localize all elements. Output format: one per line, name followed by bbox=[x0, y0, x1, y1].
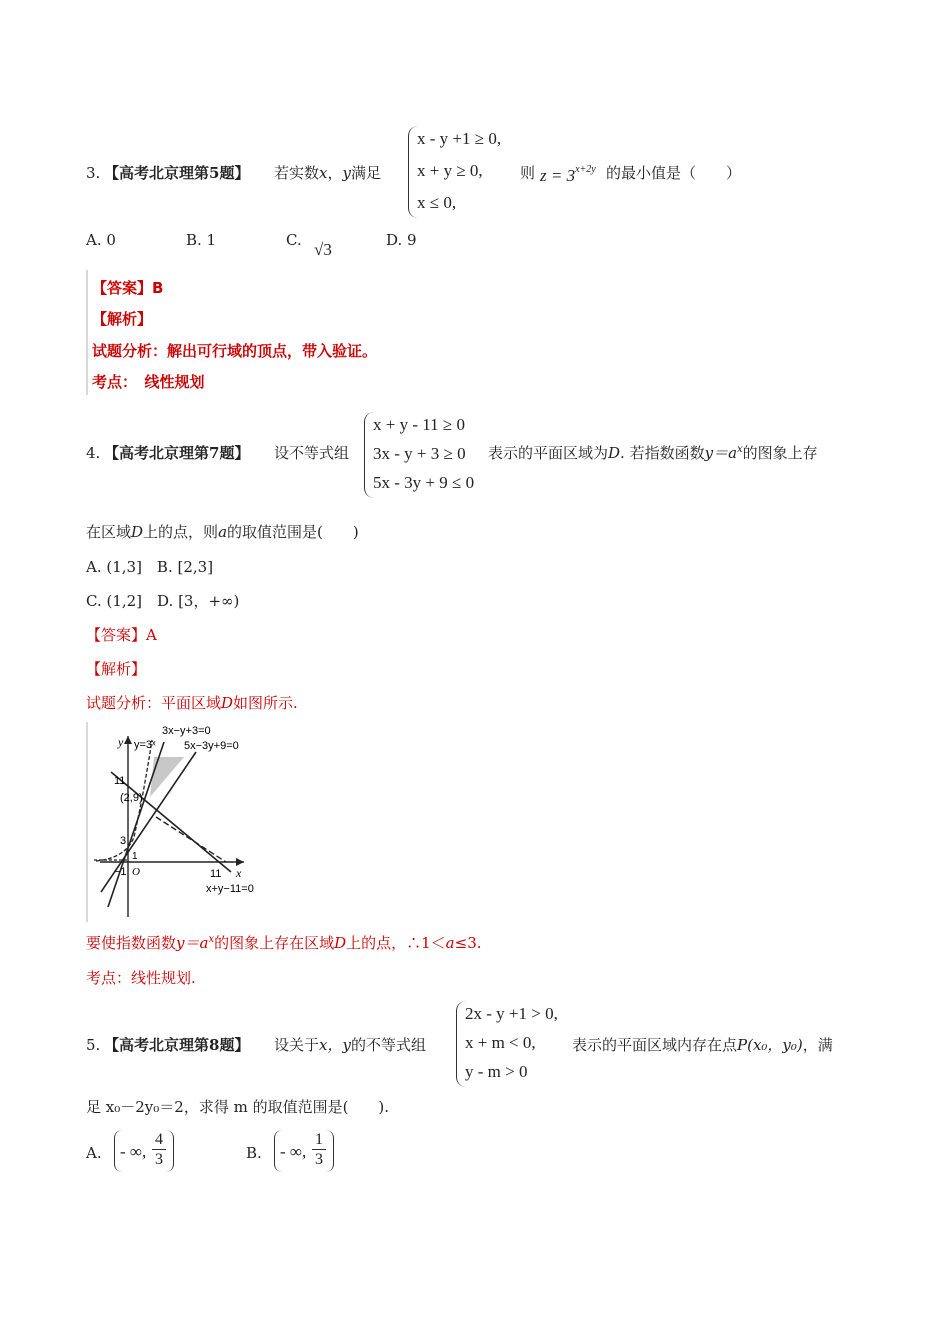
q4-options-row2: C. (1,2] D. [3，+∞) bbox=[86, 592, 240, 610]
fig-label-3: 3 bbox=[120, 835, 127, 847]
q3-stem-c: 的最小值是（ ） bbox=[606, 164, 742, 182]
q5-number: 5. bbox=[86, 1036, 101, 1054]
fig-label-origin: O bbox=[132, 866, 140, 878]
fig-label-11y: 11 bbox=[114, 775, 126, 787]
q3-source: 【高考北京理第5题】 bbox=[104, 164, 250, 182]
q5-stem-a: 设关于x，y的不等式组 bbox=[274, 1036, 426, 1054]
q3-answer: 【答案】B bbox=[92, 279, 164, 297]
q5-option-a-label: A. bbox=[86, 1144, 102, 1162]
fig-label-x: x bbox=[236, 866, 242, 880]
q5-option-b-left: - ∞, bbox=[280, 1142, 307, 1161]
q5-option-a-left: - ∞, bbox=[120, 1142, 147, 1161]
q4-stem-line2: 在区域D上的点，则a的取值范围是( ) bbox=[86, 523, 359, 541]
q3-number: 3. bbox=[86, 164, 101, 182]
q3-analysis: 试题分析：解出可行域的顶点，带入验证。 bbox=[92, 342, 378, 360]
q4-region-figure bbox=[86, 722, 276, 922]
q4-answer: 【答案】A bbox=[86, 626, 157, 644]
q3-then: 则 bbox=[520, 164, 536, 182]
q3-option-a: A. 0 bbox=[86, 231, 116, 249]
fig-label-point: (2,9) bbox=[120, 792, 143, 804]
q5-stem-line2: 足 x₀－2y₀＝2，求得 m 的取值范围是( ). bbox=[86, 1098, 390, 1116]
fig-label-line2: 5x−3y+9=0 bbox=[184, 740, 239, 752]
q3-option-b: B. 1 bbox=[186, 231, 217, 249]
q4-conclusion: 要使指数函数$y=a^x$的图象上存在区域D上的点，∴1＜a≤3. bbox=[86, 934, 482, 952]
q3-option-c-value: √3 bbox=[314, 240, 332, 259]
q4-analysis-label: 【解析】 bbox=[86, 660, 147, 678]
fig-label-1: 1 bbox=[132, 851, 138, 862]
q4-options-row1: A. (1,3] B. [2,3] bbox=[86, 558, 214, 576]
q5-inequality-system: 2x - y +1 > 0, x + m < 0, y - m > 0 bbox=[456, 1001, 573, 1087]
q3-keypoint: 考点： 线性规划 bbox=[92, 373, 205, 391]
q5-source: 【高考北京理第8题】 bbox=[104, 1036, 250, 1054]
q5-option-b-label: B. bbox=[246, 1144, 262, 1162]
q3-option-c: C. bbox=[286, 231, 302, 249]
q4-analysis: 试题分析：平面区域D如图所示. bbox=[86, 694, 298, 712]
q4-number: 4. bbox=[86, 444, 101, 462]
q4-inequality-system: x + y - 11 ≥ 0 3x - y + 3 ≥ 0 5x - 3y + 9 ≤ 0 bbox=[364, 412, 481, 498]
q3-z-expression: $z = 3^{x+2y}$ bbox=[540, 164, 596, 185]
q5-option-b-fraction: $\frac{1}{3}$ bbox=[312, 1130, 326, 1169]
q4-stem-b: 表示的平面区域为D. 若指数函数$y=a^x$的图象上存 bbox=[488, 444, 818, 462]
fig-label-neg1: −1 bbox=[114, 866, 127, 878]
q4-stem-a: 设不等式组 bbox=[274, 444, 350, 462]
q3-inequality-system: x - y +1 ≥ 0, x + y ≥ 0, x ≤ 0, bbox=[408, 126, 529, 218]
fig-label-line3: x+y−11=0 bbox=[206, 883, 254, 895]
q4-keypoint: 考点：线性规划. bbox=[86, 969, 196, 987]
fig-label-curve: y=3ˣ bbox=[134, 739, 156, 751]
fig-label-line1: 3x−y+3=0 bbox=[162, 725, 211, 737]
q3-analysis-label: 【解析】 bbox=[92, 310, 153, 328]
q3-stem-a: 若实数x，y满足 bbox=[274, 164, 381, 182]
q5-stem-c: 表示的平面区域内存在点P(x₀，y₀)，满 bbox=[572, 1036, 833, 1054]
q4-source: 【高考北京理第7题】 bbox=[104, 444, 250, 462]
q5-option-a-fraction: $\frac{4}{3}$ bbox=[152, 1130, 166, 1169]
fig-label-y: y bbox=[118, 735, 124, 749]
fig-label-11x: 11 bbox=[210, 868, 222, 880]
q3-option-d: D. 9 bbox=[386, 231, 417, 249]
